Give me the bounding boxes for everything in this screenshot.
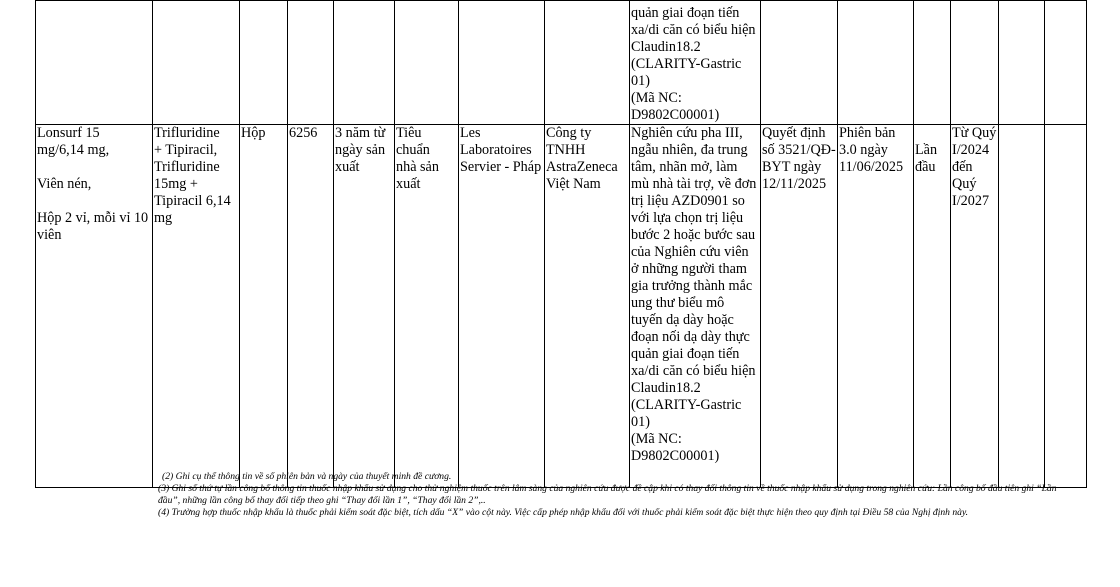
cell-empty xyxy=(288,1,334,125)
cell-empty xyxy=(153,1,240,125)
cell-empty xyxy=(914,1,951,125)
cell-quantity: 6256 xyxy=(288,125,334,488)
cell-empty xyxy=(1045,1,1087,125)
cell-empty xyxy=(36,1,153,125)
cell-study: Nghiên cứu pha III, ngẫu nhiên, đa trung tâm, nhãn mở, làm mù nhà tài trợ, về đơn trị liệu AZD0901 so với lựa chọn trị liệu bước 2 hoặc bước sau của Nghiên cứu viên ở những người tham gia trưởng thành mắc ung thư biểu mô tuyến dạ dày hoặc đoạn nối dạ dày thực quản giai đoạn tiến xa/di căn có biểu hiện Claudin18.2 (CLARITY-Gastric 01) (Mã NC: D9802C00001) xyxy=(630,125,761,488)
cell-active-ingredient: Trifluridine + Tipiracil, Trifluridine 15mg + Tipiracil 6,14 mg xyxy=(153,125,240,488)
cell-empty xyxy=(999,1,1045,125)
cell-empty xyxy=(1045,125,1087,488)
table-row xyxy=(36,125,1087,488)
cell-product: Lonsurf 15 mg/6,14 mg, Viên nén, Hộp 2 vỉ, mỗi vỉ 10 viên xyxy=(36,125,153,488)
cell-study-continuation: quản giai đoạn tiến xa/di căn có biểu hiện Claudin18.2 (CLARITY-Gastric 01) (Mã NC: D9802C00001) xyxy=(630,1,761,125)
cell-standard: Tiêu chuẩn nhà sản xuất xyxy=(395,125,459,488)
cell-announcement: Lần đầu xyxy=(914,125,951,488)
cell-empty xyxy=(334,1,395,125)
cell-version: Phiên bản 3.0 ngày 11/06/2025 xyxy=(838,125,914,488)
cell-period: Từ Quý I/2024 đến Quý I/2027 xyxy=(951,125,999,488)
cell-manufacturer: Les Laboratoires Servier - Pháp xyxy=(459,125,545,488)
cell-empty xyxy=(395,1,459,125)
cell-empty xyxy=(838,1,914,125)
footnotes xyxy=(158,471,1058,519)
cell-empty xyxy=(761,1,838,125)
cell-unit: Hộp xyxy=(240,125,288,488)
cell-empty xyxy=(999,125,1045,488)
cell-empty xyxy=(240,1,288,125)
cell-decision: Quyết định số 3521/QĐ- BYT ngày 12/11/2025 xyxy=(761,125,838,488)
footnote-2: (2) Ghi cụ thể thông tin về số phiên bản và ngày của thuyết minh đề cương. xyxy=(162,471,452,482)
table-row xyxy=(36,1,1087,125)
footnote-4: (4) Trường hợp thuốc nhập khẩu là thuốc phải kiểm soát đặc biệt, tích dấu “X” vào cột này. Việc cấp phép nhập khẩu đối với thuốc phải kiểm soát đặc biệt thực hiện theo quy định tại Điều 58 của Nghị định này. xyxy=(158,507,969,518)
cell-importer: Công ty TNHH AstraZeneca Việt Nam xyxy=(545,125,630,488)
cell-empty xyxy=(545,1,630,125)
cell-empty xyxy=(951,1,999,125)
footnote-3: (3) Ghi số thứ tự lần công bố thông tin thuốc nhập khẩu sử dụng cho thử nghiệm thuốc trên lâm sàng của nghiên cứu được đề cập khi có thay đổi thông tin về thuốc nhập khẩu sử dụng trong nghiên cứu: Lần công bố đầu tiên ghi “Lần đầu”, những lần công bố thay đổi tiếp theo ghi “Thay đổi lần 1”, “Thay đổi lần 2”,.. xyxy=(158,483,1057,506)
cell-empty xyxy=(459,1,545,125)
drug-import-table xyxy=(35,0,1087,488)
cell-shelf-life: 3 năm từ ngày sản xuất xyxy=(334,125,395,488)
